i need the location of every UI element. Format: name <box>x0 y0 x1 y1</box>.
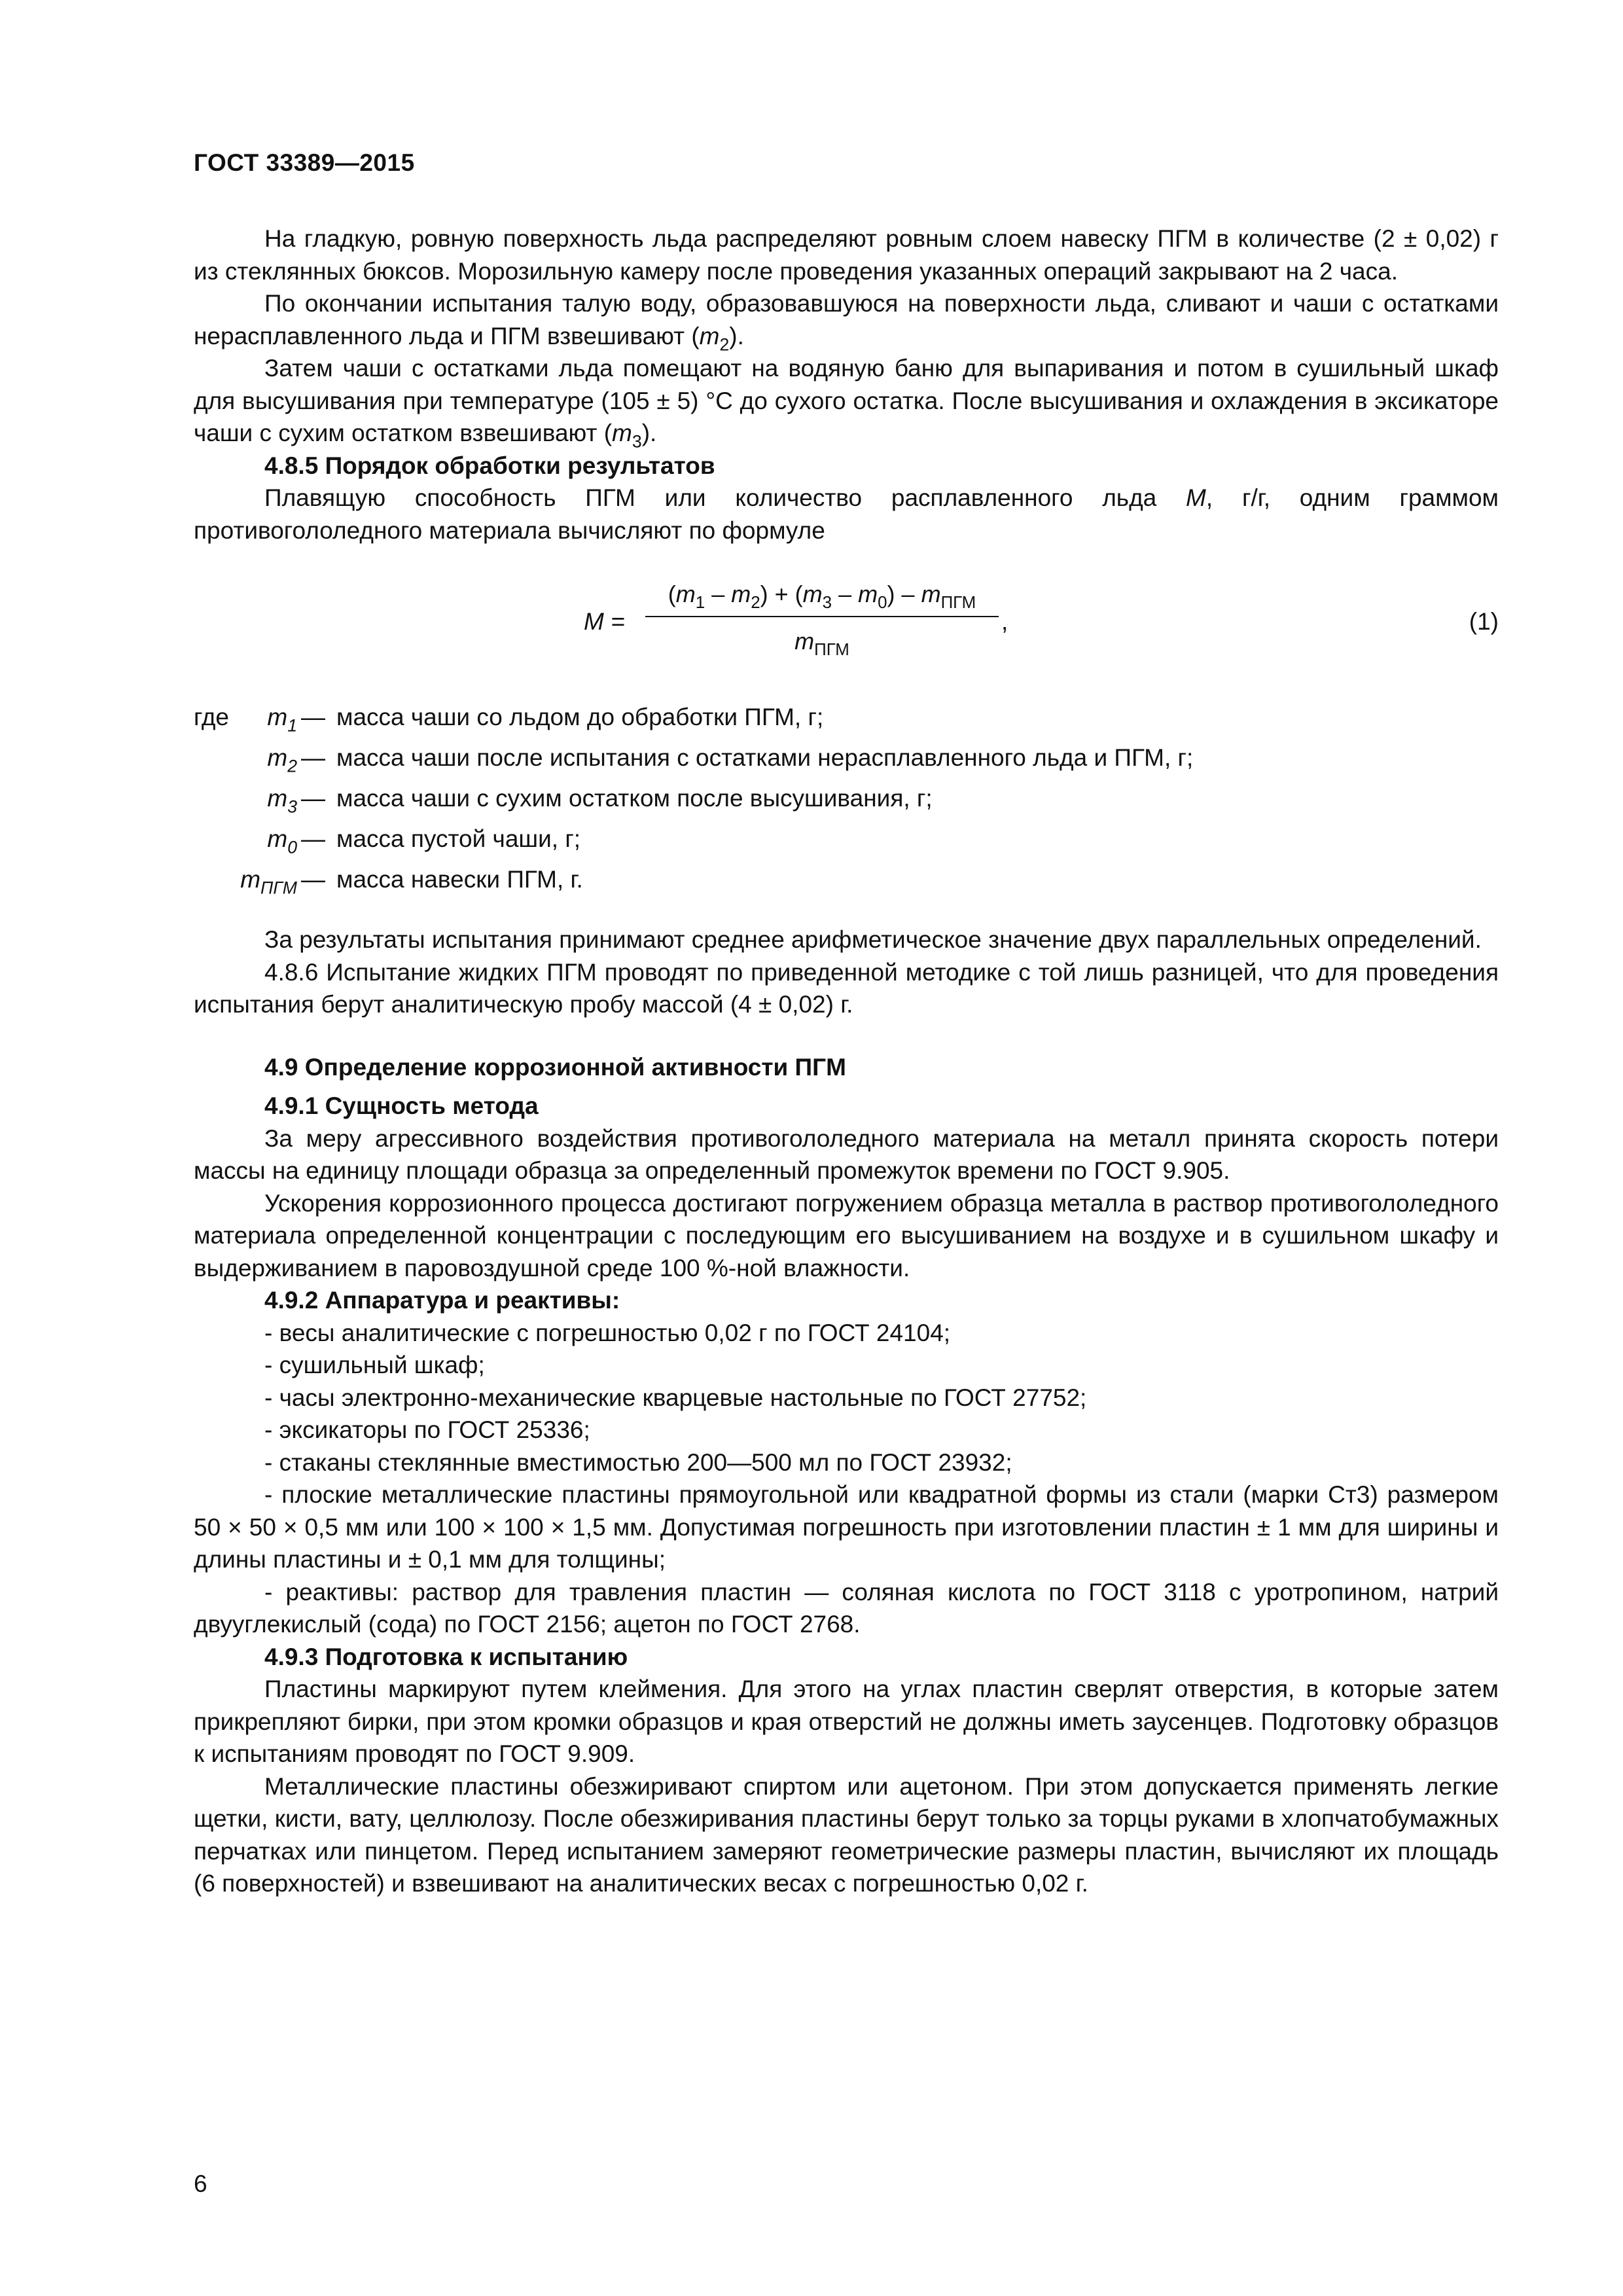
paragraph-text: , г/г, одним граммом противогололедного материала вычисляют по формуле <box>194 484 1499 544</box>
where-label: где <box>194 704 230 730</box>
variable: m <box>699 322 720 350</box>
subscript: 2 <box>719 334 730 354</box>
paragraph: Ускорения коррозионного процесса достигают погружением образца металла в раствор противогололедного материала определенной концентрации с последующим его высушиванием на воздухе и в сушильном шкафу и выдерживанием в паровоздушной среде 100 %-ной влажности. <box>194 1189 1499 1282</box>
variable: m <box>612 420 632 446</box>
variable: m <box>731 581 751 607</box>
definition-symbol <box>267 823 297 855</box>
variable: m <box>794 627 815 655</box>
definition-symbol <box>240 863 297 896</box>
subscript: 1 <box>287 715 297 736</box>
subscript: ПГМ <box>940 594 976 613</box>
paragraph <box>194 287 1499 352</box>
definition-row <box>194 698 1499 739</box>
list-item: - сушильный шкаф; <box>264 1352 485 1378</box>
variable: m <box>802 581 823 607</box>
section-heading: 4.8.5 Порядок обработки результатов <box>264 452 715 479</box>
variable: m <box>921 581 941 607</box>
subscript: 0 <box>878 594 887 613</box>
definition-dash: — <box>301 785 325 812</box>
paragraph <box>194 352 1499 450</box>
variable: m <box>267 785 288 812</box>
section-heading: 4.9.3 Подготовка к испытанию <box>264 1643 628 1670</box>
section-heading: 4.9 Определение коррозионной активности ПГМ <box>264 1053 846 1081</box>
document-header: ГОСТ 33389—2015 <box>194 149 415 176</box>
operator: ) – <box>887 581 921 607</box>
paragraph-end: ). <box>641 420 657 446</box>
subscript: 0 <box>287 837 297 857</box>
definition-symbol <box>267 782 297 815</box>
formula-fraction <box>645 578 999 657</box>
subscript: ПГМ <box>260 878 297 898</box>
list-item: - весы аналитические с погрешностью 0,02 г по ГОСТ 24104; <box>264 1319 951 1346</box>
formula-comma: , <box>1001 608 1008 635</box>
definition-text: масса навески ПГМ, г. <box>336 866 583 893</box>
paragraph: 4.8.6 Испытание жидких ПГМ проводят по приведенной методике с той лишь разницей, что для проведения испытания берут аналитическую пробу массой (4 ± 0,02) г. <box>194 958 1499 1018</box>
variable: m <box>267 704 288 730</box>
definition-text: масса чаши со льдом до обработки ПГМ, г; <box>336 704 824 730</box>
list-item: - стаканы стеклянные вместимостью 200—500 мл по ГОСТ 23932; <box>264 1448 1012 1476</box>
definition-dash: — <box>301 866 325 893</box>
formula-lhs-text: M = <box>584 608 625 635</box>
paragraph-text: Затем чаши с остатками льда помещают на водяную баню для выпаривания и потом в сушильный шкаф для высушивания при температуре (105 ± 5) °С до сухого остатка. После высушивания и охлаждения в эксикаторе чаши с сухим остатком взвешивают ( <box>194 355 1499 446</box>
paren: ( <box>668 581 676 607</box>
formula-lhs <box>584 605 625 638</box>
subscript: 3 <box>632 431 642 452</box>
definition-symbol <box>267 742 297 774</box>
paragraph: На гладкую, ровную поверхность льда распределяют ровным слоем навеску ПГМ в количестве (2 ± 0,02) г из стеклянных бюксов. Морозильную камеру после проведения указанных операций закрывают на 2 часа. <box>194 225 1499 285</box>
variable: M <box>1186 484 1206 511</box>
subscript: 2 <box>287 756 297 776</box>
variable: m <box>267 744 288 771</box>
document-body <box>194 223 1499 1900</box>
variable: m <box>858 581 878 607</box>
definition-symbol <box>267 701 297 734</box>
list-item: - плоские металлические пластины прямоугольной или квадратной формы из стали (марки Ст3) размером 50 × 50 × 0,5 мм или 100 × 100 × 1,5 мм. Допустимая погрешность при изготовлении пластин ± 1 мм для ширины и длины пластины и ± 0,1 мм для толщины; <box>194 1481 1499 1573</box>
paragraph: Пластины маркируют путем клеймения. Для этого на углах пластин сверлят отверстия, в которые затем прикрепляют бирки, при этом кромки образцов и края отверстий не должны иметь заусенцев. Подготовку образцов к испытаниям проводят по ГОСТ 9.909. <box>194 1676 1499 1767</box>
section-heading: 4.9.2 Аппаратура и реактивы: <box>264 1287 620 1314</box>
variable: m <box>675 581 696 607</box>
subscript: 3 <box>822 594 832 613</box>
operator: ) + ( <box>760 581 803 607</box>
paragraph <box>194 482 1499 547</box>
paragraph: За результаты испытания принимают среднее арифметическое значение двух параллельных определений. <box>264 926 1482 953</box>
definition-row <box>194 739 1499 780</box>
operator: – <box>832 581 859 607</box>
definition-dash: — <box>301 825 325 852</box>
definition-dash: — <box>301 744 325 771</box>
definition-row <box>194 780 1499 820</box>
paragraph: Металлические пластины обезжиривают спиртом или ацетоном. При этом допускается применять легкие щетки, кисти, вату, целлюлозу. После обезжиривания пластины берут только за торцы руками в хлопчатобумажных перчатках или пинцетом. Перед испытанием замеряют геометрические размеры пластин, вычисляют их площадь (6 поверхностей) и взвешивают на аналитических весах с погрешностью 0,02 г. <box>194 1772 1499 1897</box>
definition-row <box>194 861 1499 901</box>
definition-dash: — <box>301 704 325 730</box>
subscript: 2 <box>751 594 760 613</box>
paragraph-text: Плавящую способность ПГМ или количество расплавленного льда <box>264 484 1186 511</box>
list-item: - эксикаторы по ГОСТ 25336; <box>264 1416 590 1443</box>
paragraph-text: По окончании испытания талую воду, образовавшуюся на поверхности льда, сливают и чаши с остатками нерасплавленного льда и ПГМ взвешивают ( <box>194 290 1499 350</box>
formula-denominator <box>645 617 999 658</box>
variable-definitions <box>194 698 1499 901</box>
definition-row <box>194 820 1499 861</box>
subscript: 1 <box>695 594 705 613</box>
section-heading: 4.9.1 Сущность метода <box>264 1092 539 1119</box>
subscript: ПГМ <box>814 640 849 659</box>
paragraph: За меру агрессивного воздействия противогололедного материала на металл принята скорость потери массы на единицу площади образца за определенный промежуток времени по ГОСТ 9.905. <box>194 1124 1499 1184</box>
definition-text: масса чаши после испытания с остатками нерасплавленного льда и ПГМ, г; <box>336 744 1194 771</box>
definition-text: масса пустой чаши, г; <box>336 825 581 852</box>
page-number: 6 <box>194 2170 207 2197</box>
equation-number: (1) <box>1469 608 1499 635</box>
formula-numerator <box>645 578 999 617</box>
list-item: - часы электронно-механические кварцевые настольные по ГОСТ 27752; <box>264 1384 1087 1411</box>
list-item: - реактивы: раствор для травления пластин — соляная кислота по ГОСТ 3118 с уротропином, натрий двууглекислый (сода) по ГОСТ 2156; ацетон по ГОСТ 2768. <box>194 1578 1499 1638</box>
variable: m <box>267 825 288 852</box>
subscript: 3 <box>287 797 297 817</box>
formula-block <box>194 578 1499 676</box>
paragraph-end: ). <box>729 322 744 350</box>
variable: m <box>240 866 261 893</box>
definition-text: масса чаши с сухим остатком после высушивания, г; <box>336 785 933 812</box>
operator: – <box>705 581 732 607</box>
